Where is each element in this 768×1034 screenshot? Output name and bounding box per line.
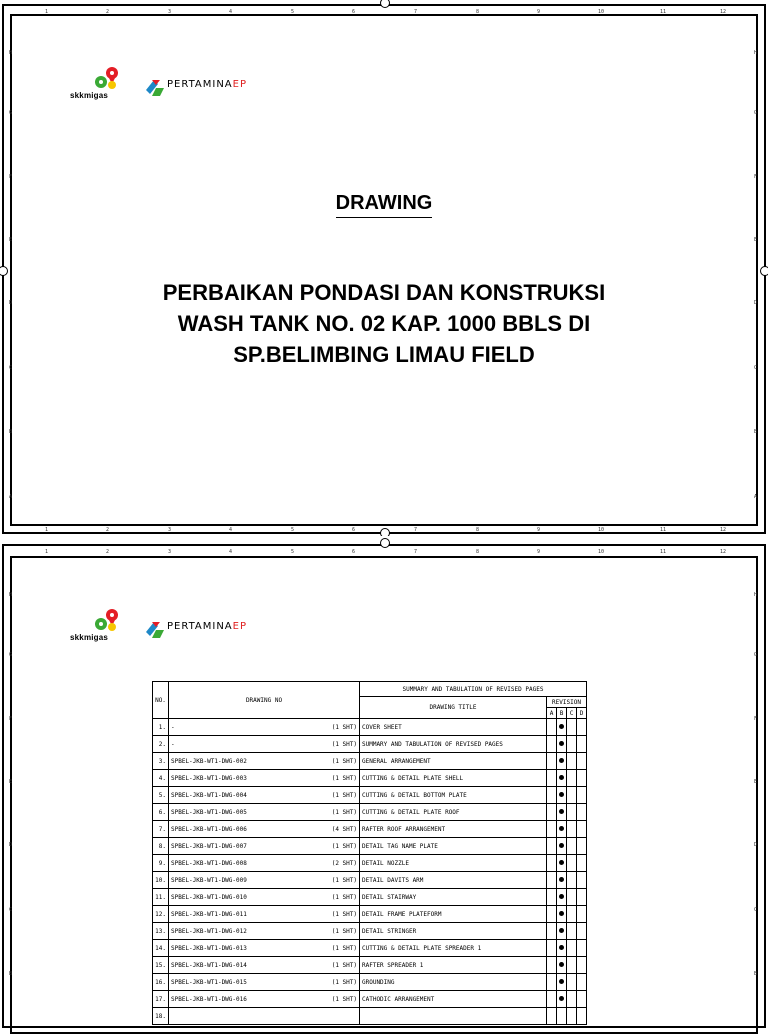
table-row [153,923,587,940]
sheet-count: (1 SHT) [331,910,357,918]
revision-d-cell [577,991,587,1008]
revision-c-cell [567,736,577,753]
revision-a-cell [547,889,557,906]
table-row [153,872,587,889]
project-title-line: PERBAIKAN PONDASI DAN KONSTRUKSI [162,280,606,305]
page-title [0,192,768,215]
row-label: G [754,110,758,116]
drawing-title-header: DRAWING TITLE [360,697,547,719]
drawing-number: SPBEL-JKB-WT1-DWG-009 [171,876,247,884]
row-number: 10. [153,872,169,889]
row-label: G [754,652,758,658]
drawing-title: GENERAL ARRANGEMENT [360,753,547,770]
revision-col-b: B [557,708,567,719]
col-label: 11 [660,9,667,15]
center-mark [760,266,768,276]
pertamina-logo-icon [144,618,166,640]
sheet-count: (1 SHT) [331,723,357,731]
row-number: 18. [153,1008,169,1025]
sheet-count: (1 SHT) [331,757,357,765]
drawing-number-cell [169,736,360,753]
col-label: 5 [291,527,295,533]
row-label: C [9,365,13,371]
col-label: 7 [414,549,418,555]
col-label: 9 [537,9,541,15]
revision-d-cell [577,787,587,804]
col-label: 1 [45,9,49,15]
drawing-number-cell [169,1008,360,1025]
table-row [153,940,587,957]
row-label: A [9,494,13,500]
row-number: 13. [153,923,169,940]
drawing-title: CUTTING & DETAIL PLATE ROOF [360,804,547,821]
table-row [153,736,587,753]
drawing-number: SPBEL-JKB-WT1-DWG-012 [171,927,247,935]
revision-mark-icon [559,741,564,746]
revision-c-cell [567,872,577,889]
row-number: 6. [153,804,169,821]
revision-c-cell [567,974,577,991]
revision-d-cell [577,736,587,753]
col-label: 1 [45,549,49,555]
pertamina-ep: EP [232,79,247,90]
pertamina-wordmark [167,79,247,90]
drawing-number-cell [169,957,360,974]
row-label: C [9,907,13,913]
drawing-number-cell [169,889,360,906]
revision-mark-icon [559,996,564,1001]
drawing-number-cell [169,719,360,736]
revision-c-cell [567,1008,577,1025]
col-label: 8 [476,527,480,533]
drawing-title: RAFTER ROOF ARRANGEMENT [360,821,547,838]
row-label: D [754,300,758,306]
drawing-number-cell [169,838,360,855]
revision-a-cell [547,957,557,974]
col-label: 7 [414,527,418,533]
drawing-number-cell [169,787,360,804]
row-number: 7. [153,821,169,838]
revision-b-cell [557,872,567,889]
revision-mark-icon [559,758,564,763]
sheet-count: (1 SHT) [331,774,357,782]
row-label: F [9,174,13,180]
col-label: 11 [660,549,667,555]
revision-d-cell [577,889,587,906]
row-label: D [9,300,13,306]
revision-mark-icon [559,826,564,831]
sheet-count: (1 SHT) [331,927,357,935]
revision-a-cell [547,804,557,821]
drawing-number: SPBEL-JKB-WT1-DWG-006 [171,825,247,833]
col-label: 12 [720,549,727,555]
drawing-title: DETAIL STAIRWAY [360,889,547,906]
revision-b-cell [557,957,567,974]
row-label: D [9,842,13,848]
row-number: 5. [153,787,169,804]
revision-b-cell [557,821,567,838]
row-number: 17. [153,991,169,1008]
row-number: 2. [153,736,169,753]
col-label: 5 [291,9,295,15]
drawing-title: DETAIL STRINGER [360,923,547,940]
table-row [153,787,587,804]
pertamina-ep: EP [232,621,247,632]
drawing-number-cell [169,804,360,821]
revision-c-cell [567,940,577,957]
row-label: F [754,174,758,180]
revision-c-cell [567,770,577,787]
sheet-count: (4 SHT) [331,825,357,833]
revision-summary-table [152,681,587,1025]
revision-mark-icon [559,945,564,950]
sheet-count: (1 SHT) [331,791,357,799]
revision-d-cell [577,804,587,821]
drawing-number-cell [169,855,360,872]
drawing-no-header: DRAWING NO [169,682,360,719]
col-label: 10 [598,527,605,533]
col-label: 2 [106,527,110,533]
sheet-count: (1 SHT) [331,995,357,1003]
revision-a-cell [547,906,557,923]
revision-a-cell [547,974,557,991]
row-label: B [9,971,13,977]
logo-group [70,608,270,648]
revision-d-cell [577,753,587,770]
table-row [153,838,587,855]
row-number: 4. [153,770,169,787]
revision-col-a: A [547,708,557,719]
revision-c-cell [567,719,577,736]
revision-d-cell [577,770,587,787]
col-label: 2 [106,9,110,15]
drawing-title: DETAIL FRAME PLATEFORM [360,906,547,923]
revision-c-cell [567,787,577,804]
row-label: H [9,592,13,598]
row-label: E [754,779,758,785]
revision-mark-icon [559,775,564,780]
drawing-number: SPBEL-JKB-WT1-DWG-016 [171,995,247,1003]
pertamina-wordmark [167,621,247,632]
row-number: 14. [153,940,169,957]
col-label: 2 [106,549,110,555]
table-row [153,991,587,1008]
drawing-number: SPBEL-JKB-WT1-DWG-008 [171,859,247,867]
revision-mark-icon [559,979,564,984]
revision-c-cell [567,957,577,974]
revision-d-cell [577,957,587,974]
sheet-count: (1 SHT) [331,944,357,952]
col-label: 8 [476,549,480,555]
drawing-number: SPBEL-JKB-WT1-DWG-010 [171,893,247,901]
drawing-title: GROUNDING [360,974,547,991]
revision-b-cell [557,753,567,770]
drawing-number: SPBEL-JKB-WT1-DWG-005 [171,808,247,816]
revision-b-cell [557,719,567,736]
revision-mark-icon [559,860,564,865]
drawing-title: RAFTER SPREADER 1 [360,957,547,974]
revision-mark-icon [559,911,564,916]
skkmigas-wordmark: skkmigas [70,633,109,642]
revision-a-cell [547,838,557,855]
col-label: 12 [720,9,727,15]
col-label: 12 [720,527,727,533]
revision-a-cell [547,753,557,770]
drawing-number-cell [169,753,360,770]
summary-sheet [0,542,768,1024]
revision-b-cell [557,889,567,906]
drawing-number-cell [169,906,360,923]
revision-a-cell [547,821,557,838]
drawing-number: SPBEL-JKB-WT1-DWG-004 [171,791,247,799]
revision-a-cell [547,991,557,1008]
col-label: 6 [352,527,356,533]
col-label: 8 [476,9,480,15]
row-label: F [754,716,758,722]
col-label: 4 [229,527,233,533]
table-row [153,906,587,923]
drawing-number-cell [169,770,360,787]
revision-a-cell [547,872,557,889]
row-number: 9. [153,855,169,872]
pertamina-name: PERTAMINA [167,621,233,632]
drawing-number-cell [169,923,360,940]
drawing-title: DETAIL TAG NAME PLATE [360,838,547,855]
drawing-title: COVER SHEET [360,719,547,736]
revision-mark-icon [559,792,564,797]
drawing-title: CUTTING & DETAIL PLATE SHELL [360,770,547,787]
sheet-count: (1 SHT) [331,961,357,969]
drawing-number: SPBEL-JKB-WT1-DWG-002 [171,757,247,765]
drawing-heading: DRAWING [336,192,433,218]
table-row [153,719,587,736]
row-label: D [754,842,758,848]
row-number: 1. [153,719,169,736]
revision-col-d: D [577,708,587,719]
table-row [153,753,587,770]
revision-c-cell [567,889,577,906]
revision-c-cell [567,753,577,770]
col-label: 10 [598,549,605,555]
row-label: B [9,429,13,435]
revision-d-cell [577,1008,587,1025]
row-label: C [754,365,758,371]
revision-d-cell [577,974,587,991]
revision-a-cell [547,923,557,940]
drawing-number: SPBEL-JKB-WT1-DWG-015 [171,978,247,986]
sheet-count: (1 SHT) [331,740,357,748]
revision-d-cell [577,838,587,855]
row-label: A [754,494,758,500]
revision-c-cell [567,838,577,855]
revision-a-cell [547,787,557,804]
col-label: 7 [414,9,418,15]
revision-b-cell [557,838,567,855]
revision-c-cell [567,906,577,923]
revision-header: REVISION [547,697,587,708]
revision-d-cell [577,906,587,923]
col-label: 6 [352,9,356,15]
drawing-number: SPBEL-JKB-WT1-DWG-014 [171,961,247,969]
revision-a-cell [547,736,557,753]
row-label: H [754,50,758,56]
row-number: 16. [153,974,169,991]
table-row [153,804,587,821]
drawing-number-cell [169,821,360,838]
col-label: 9 [537,527,541,533]
drawing-title: CUTTING & DETAIL BOTTOM PLATE [360,787,547,804]
revision-c-cell [567,821,577,838]
row-label: H [9,50,13,56]
revision-col-c: C [567,708,577,719]
drawing-title: DETAIL NOZZLE [360,855,547,872]
pertamina-name: PERTAMINA [167,79,233,90]
summary-header: SUMMARY AND TABULATION OF REVISED PAGES [360,682,587,697]
revision-b-cell [557,923,567,940]
row-label: G [9,110,13,116]
table-row [153,1008,587,1025]
drawing-title: CUTTING & DETAIL PLATE SPREADER 1 [360,940,547,957]
row-number: 12. [153,906,169,923]
row-label: F [9,716,13,722]
row-label: E [754,237,758,243]
table-row [153,855,587,872]
revision-mark-icon [559,928,564,933]
row-number: 11. [153,889,169,906]
col-label: 11 [660,527,667,533]
row-label: E [9,237,13,243]
revision-b-cell [557,770,567,787]
drawing-title: DETAIL DAVITS ARM [360,872,547,889]
revision-c-cell [567,855,577,872]
revision-b-cell [557,974,567,991]
row-label: G [9,652,13,658]
row-number: 15. [153,957,169,974]
drawing-number-cell [169,872,360,889]
sheet-count: (1 SHT) [331,876,357,884]
drawing-number: - [171,723,175,731]
col-label: 1 [45,527,49,533]
revision-a-cell [547,770,557,787]
revision-a-cell [547,940,557,957]
col-label: 3 [168,9,172,15]
drawing-number: - [171,740,175,748]
revision-c-cell [567,991,577,1008]
table-row [153,974,587,991]
revision-d-cell [577,719,587,736]
table-row [153,957,587,974]
drawing-number: SPBEL-JKB-WT1-DWG-003 [171,774,247,782]
revision-b-cell [557,787,567,804]
revision-d-cell [577,855,587,872]
revision-mark-icon [559,843,564,848]
revision-b-cell [557,736,567,753]
row-label: H [754,592,758,598]
col-label: 9 [537,549,541,555]
logo-group [70,66,270,106]
row-number: 3. [153,753,169,770]
revision-a-cell [547,719,557,736]
drawing-number-cell [169,940,360,957]
revision-d-cell [577,821,587,838]
col-label: 3 [168,549,172,555]
revision-b-cell [557,991,567,1008]
revision-b-cell [557,855,567,872]
revision-a-cell [547,1008,557,1025]
pertamina-logo-icon [144,76,166,98]
revision-mark-icon [559,809,564,814]
sheet-count: (1 SHT) [331,978,357,986]
revision-b-cell [557,804,567,821]
drawing-number-cell [169,974,360,991]
sheet-count: (1 SHT) [331,808,357,816]
revision-d-cell [577,940,587,957]
table-row [153,821,587,838]
revision-b-cell [557,940,567,957]
row-label: C [754,907,758,913]
drawing-title [360,1008,547,1025]
skkmigas-wordmark: skkmigas [70,91,109,100]
sheet-count: (1 SHT) [331,842,357,850]
drawing-number: SPBEL-JKB-WT1-DWG-011 [171,910,247,918]
revision-mark-icon [559,877,564,882]
revision-mark-icon [559,894,564,899]
table-row [153,770,587,787]
revision-d-cell [577,872,587,889]
project-title-line: SP.BELIMBING LIMAU FIELD [233,342,535,367]
sheet-count: (2 SHT) [331,859,357,867]
drawing-title: CATHODIC ARRANGEMENT [360,991,547,1008]
revision-b-cell [557,1008,567,1025]
drawing-title: SUMMARY AND TABULATION OF REVISED PAGES [360,736,547,753]
col-label: 5 [291,549,295,555]
revision-c-cell [567,804,577,821]
col-label: 6 [352,549,356,555]
project-title [100,277,668,370]
center-mark [380,538,390,548]
col-label: 3 [168,527,172,533]
revision-mark-icon [559,724,564,729]
drawing-number: SPBEL-JKB-WT1-DWG-007 [171,842,247,850]
col-label: 4 [229,549,233,555]
table-row [153,889,587,906]
revision-b-cell [557,906,567,923]
revision-mark-icon [559,962,564,967]
col-label: 10 [598,9,605,15]
drawing-number-cell [169,991,360,1008]
revision-a-cell [547,855,557,872]
col-label: 4 [229,9,233,15]
drawing-number: SPBEL-JKB-WT1-DWG-013 [171,944,247,952]
row-number: 8. [153,838,169,855]
project-title-line: WASH TANK NO. 02 KAP. 1000 BBLS DI [177,311,591,336]
revision-c-cell [567,923,577,940]
no-header: NO. [153,682,169,719]
revision-d-cell [577,923,587,940]
row-label: E [9,779,13,785]
sheet-count: (1 SHT) [331,893,357,901]
row-label: B [754,429,758,435]
row-label: B [754,971,758,977]
